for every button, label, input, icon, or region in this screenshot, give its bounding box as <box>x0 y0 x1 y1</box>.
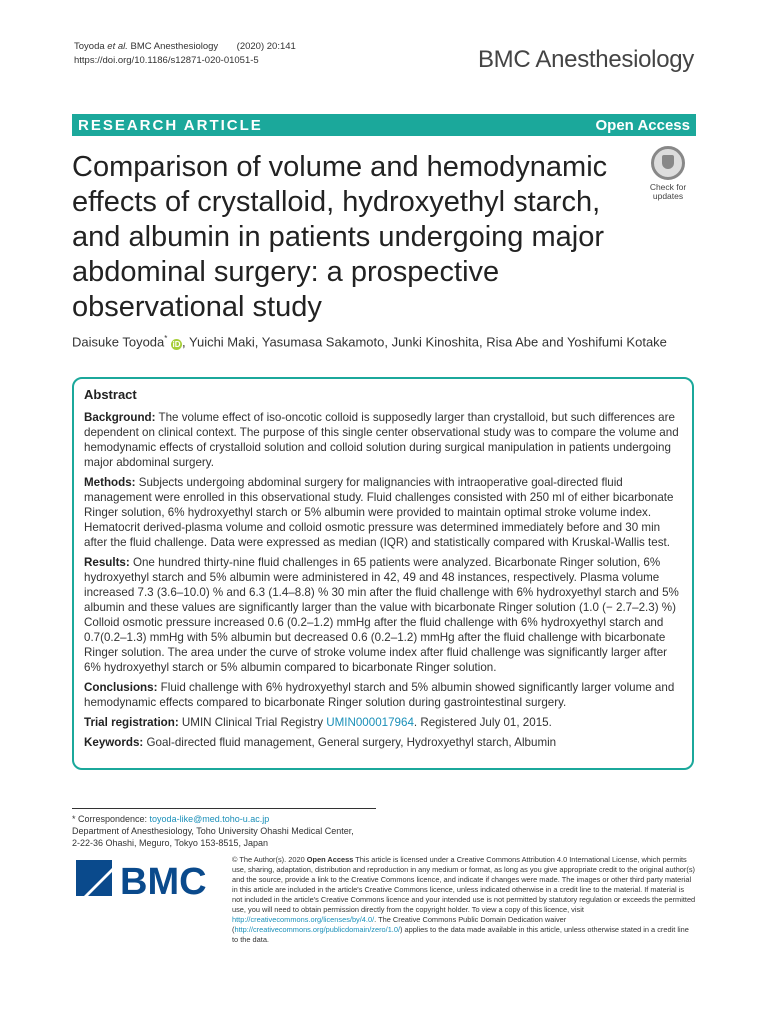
article-type-banner <box>72 114 696 136</box>
open-access-label: Open Access <box>595 116 690 134</box>
citation-etal: et al. <box>107 41 128 52</box>
correspondence-email[interactable]: toyoda-like@med.toho-u.ac.jp <box>149 814 270 824</box>
article-title: Comparison of volume and hemodynamic effects of crystalloid, hydroxyethyl starch, and albumin in patients undergoing major abdominal surgery: a prospective observational study <box>72 151 608 323</box>
methods-text: Subjects undergoing abdominal surgery for malignancies with intraoperative goal-directed fluid management were enrolled in this observational study. Fluid challenges consisted with 250 ml of either bicarbonate Ringer solution, 6% hydroxyethyl starch or 5% albumin were provided to maintain optimal stroke volume index. Hematocrit derived-plasma volume and colloid osmotic pressure was determined immediately before and 30 min after the fluid challenge. Data were expressed as median (IQR) and statistically compared with Kruskal-Wallis test. <box>84 476 674 549</box>
methods-label: Methods: <box>84 476 136 489</box>
check-for-updates-line2: updates <box>652 191 684 201</box>
license-copyright: © The Author(s). 2020 <box>232 855 307 864</box>
bmc-logo-text: BMC <box>120 861 207 900</box>
conclusions-text: Fluid challenge with 6% hydroxyethyl starch and 5% albumin showed significantly larger volume and hemodynamic effects compared to bicarbonate Ringer solution during gastrointestinal surgery. <box>84 681 675 709</box>
first-author: Daisuke Toyoda <box>72 334 165 350</box>
citation-authors: Toyoda <box>74 41 108 52</box>
doi-link[interactable]: https://doi.org/10.1186/s12871-020-01051-5 <box>74 55 259 66</box>
correspondence-label: * Correspondence: <box>72 814 150 824</box>
orcid-icon[interactable]: iD <box>172 340 181 350</box>
bmc-logo <box>74 856 222 900</box>
other-authors: , Yuichi Maki, Yasumasa Sakamoto, Junki Kinoshita, Risa Abe and Yoshifumi Kotake <box>182 334 667 350</box>
background-text: The volume effect of iso-oncotic colloid is supposedly larger than crystalloid, but such differences are dependent on clinical context. The purpose of this single center observational study was to compare the volume and hemodynamic effects of crystalloid solution and colloid solution during surgical manipulation in patients undergoing major abdominal surgery. <box>84 411 679 469</box>
trial-post: . Registered July 01, 2015. <box>413 716 552 729</box>
keywords-text: Goal-directed fluid management, General surgery, Hydroxyethyl starch, Albumin <box>143 736 557 749</box>
results-text: One hundred thirty-nine fluid challenges in 65 patients were analyzed. Bicarbonate Ringer solution, 6% hydroxyethyl starch and 5% albumin were administered in 42, 49 and 48 instances, respectively. Plasma volume increased 7.3 (3.6–10.0) % and 6.3 (1.4–8.8) % 30 min after the fluid challenge with 6% hydroxyethyl starch and 5% albumin and these values are significantly larger than the value with bicarbonate Ringer solution (1.0 (− 2.7–2.3) %) Colloid osmotic pressure increased 0.6 (0.2–1.2) mmHg after the fluid challenge with 6% hydroxyethyl starch and 0.7(0.2–1.3) mmHg with 5% albumin but decreased 0.6 (0.2–1.2) mmHg after the fluid challenge with bicarbonate Ringer solution. The area under the curve of stroke volume index after fluid challenge was significantly larger after 6% hydroxyethyl starch or 5% albumin compared to bicarbonate Ringer solution. <box>84 556 679 674</box>
affiliation-line1: Department of Anesthesiology, Toho University Ohashi Medical Center, <box>72 826 354 836</box>
citation-year-volume: (2020) 20:141 <box>236 41 296 52</box>
journal-name: BMC Anesthesiology <box>477 46 694 73</box>
check-for-updates-line1: Check for <box>649 182 687 192</box>
conclusions-label: Conclusions: <box>84 681 158 694</box>
license-url-cc0[interactable]: http://creativecommons.org/publicdomain/zero/1.0/ <box>234 925 401 934</box>
results-label: Results: <box>84 556 130 569</box>
corresponding-mark: * <box>164 334 168 343</box>
abstract-box <box>72 377 694 770</box>
background-label: Background: <box>84 411 156 424</box>
abstract-keywords <box>84 735 682 750</box>
trial-label: Trial registration: <box>84 716 179 729</box>
affiliation-line2: 2-22-36 Ohashi, Meguro, Tokyo 153-8515, Japan <box>72 838 268 848</box>
abstract-heading: Abstract <box>84 387 137 402</box>
abstract-conclusions <box>84 680 682 710</box>
correspondence-footnote <box>72 813 354 849</box>
license-url-cc-by[interactable]: http://creativecommons.org/licenses/by/4.0/ <box>232 915 375 924</box>
author-list <box>72 334 667 350</box>
abstract-methods <box>84 475 682 550</box>
trial-pre: UMIN Clinical Trial Registry <box>178 716 327 729</box>
abstract-trial-registration <box>84 715 682 730</box>
abstract-results <box>84 555 682 675</box>
check-for-updates-icon <box>651 146 685 180</box>
article-type: RESEARCH ARTICLE <box>78 116 263 134</box>
license-statement <box>232 855 696 945</box>
keywords-label: Keywords: <box>84 736 144 749</box>
citation-journal: BMC Anesthesiology <box>127 41 219 52</box>
license-mid: . The Creative Commons Public Domain Dedication waiver ( <box>232 915 567 934</box>
check-for-updates-badge[interactable] <box>640 146 696 201</box>
footnote-divider <box>72 808 376 809</box>
citation-header <box>74 40 296 68</box>
abstract-background <box>84 410 682 470</box>
license-open-access: Open Access <box>306 855 354 864</box>
license-end: ) applies to the data made available in this article, unless otherwise stated in a credit line to the data. <box>232 925 689 944</box>
license-body: This article is licensed under a Creative Commons Attribution 4.0 International License, which permits use, sharing, adaptation, distribution and reproduction in any medium or format, as long as you give appropriate credit to the original author(s) and the source, provide a link to the Creative Commons licence, and indicate if changes were made. The images or other third party material in this article are included in the article's Creative Commons licence, unless indicated otherwise in a credit line to the material. If material is not included in the article's Creative Commons licence and your intended use is not permitted by statutory regulation or exceeds the permitted use, you will need to obtain permission directly from the copyright holder. To view a copy of this licence, visit <box>232 855 696 914</box>
trial-id-link[interactable]: UMIN000017964 <box>326 716 414 729</box>
